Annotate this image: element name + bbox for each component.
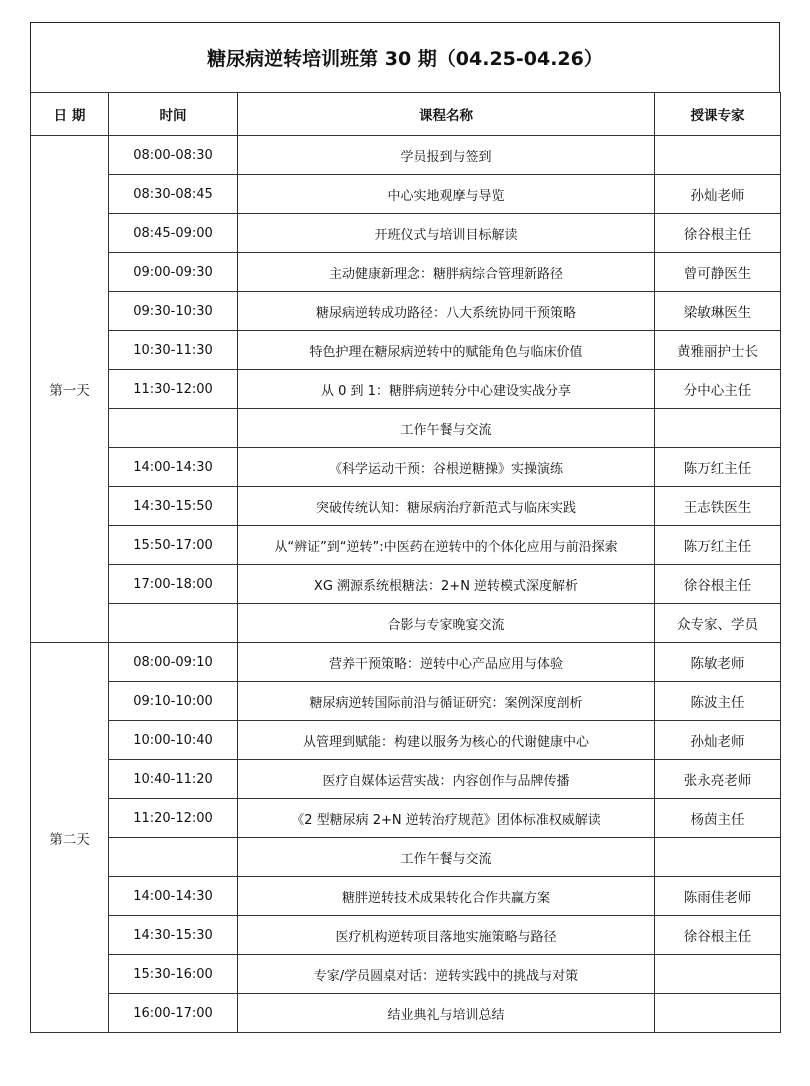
- course-cell: 开班仪式与培训目标解读: [238, 214, 655, 253]
- time-cell: 08:00-09:10: [109, 643, 238, 682]
- time-cell: 08:30-08:45: [109, 175, 238, 214]
- page-title: 糖尿病逆转培训班第 30 期（04.25-04.26）: [30, 22, 780, 92]
- lecturer-cell: 陈万红主任: [655, 448, 781, 487]
- lecturer-cell: 曾可静医生: [655, 253, 781, 292]
- course-cell: 特色护理在糖尿病逆转中的赋能角色与临床价值: [238, 331, 655, 370]
- lecturer-cell: [655, 994, 781, 1033]
- lecturer-cell: [655, 136, 781, 175]
- table-row: [31, 838, 781, 877]
- course-cell: 糖胖逆转技术成果转化合作共赢方案: [238, 877, 655, 916]
- table-row: [31, 799, 781, 838]
- time-cell: 09:10-10:00: [109, 682, 238, 721]
- table-row: [31, 487, 781, 526]
- lecturer-cell: 杨茵主任: [655, 799, 781, 838]
- table-row: [31, 136, 781, 175]
- header-date: 日 期: [31, 93, 109, 136]
- course-cell: 从“辨证”到“逆转”:中医药在逆转中的个体化应用与前沿探索: [238, 526, 655, 565]
- time-cell: 14:00-14:30: [109, 877, 238, 916]
- time-cell: [109, 604, 238, 643]
- time-cell: 14:30-15:30: [109, 916, 238, 955]
- table-row: [31, 526, 781, 565]
- time-cell: 10:30-11:30: [109, 331, 238, 370]
- course-cell: 糖尿病逆转国际前沿与循证研究：案例深度剖析: [238, 682, 655, 721]
- table-row: [31, 214, 781, 253]
- lecturer-cell: 众专家、学员: [655, 604, 781, 643]
- lecturer-cell: 黄雅丽护士长: [655, 331, 781, 370]
- table-row: [31, 409, 781, 448]
- course-cell: 结业典礼与培训总结: [238, 994, 655, 1033]
- header-course: 课程名称: [238, 93, 655, 136]
- lecturer-cell: 梁敏琳医生: [655, 292, 781, 331]
- day-label: 第一天: [31, 136, 109, 643]
- time-cell: 11:30-12:00: [109, 370, 238, 409]
- lecturer-cell: [655, 838, 781, 877]
- course-cell: 中心实地观摩与导览: [238, 175, 655, 214]
- header-lecturer: 授课专家: [655, 93, 781, 136]
- time-cell: 08:45-09:00: [109, 214, 238, 253]
- lecturer-cell: 陈万红主任: [655, 526, 781, 565]
- course-cell: 医疗机构逆转项目落地实施策略与路径: [238, 916, 655, 955]
- table-row: [31, 175, 781, 214]
- table-row: [31, 253, 781, 292]
- table-row: [31, 916, 781, 955]
- time-cell: 15:50-17:00: [109, 526, 238, 565]
- table-row: [31, 643, 781, 682]
- table-row: [31, 682, 781, 721]
- time-cell: [109, 838, 238, 877]
- course-cell: 糖尿病逆转成功路径：八大系统协同干预策略: [238, 292, 655, 331]
- course-cell: 突破传统认知：糖尿病治疗新范式与临床实践: [238, 487, 655, 526]
- time-cell: 08:00-08:30: [109, 136, 238, 175]
- time-cell: 10:40-11:20: [109, 760, 238, 799]
- schedule-page: [30, 22, 780, 1033]
- table-row: [31, 994, 781, 1033]
- lecturer-cell: 徐谷根主任: [655, 214, 781, 253]
- time-cell: [109, 409, 238, 448]
- time-cell: 09:30-10:30: [109, 292, 238, 331]
- time-cell: 11:20-12:00: [109, 799, 238, 838]
- course-cell: 医疗自媒体运营实战：内容创作与品牌传播: [238, 760, 655, 799]
- course-cell: XG 溯源系统根糖法：2+N 逆转模式深度解析: [238, 565, 655, 604]
- course-cell: 《科学运动干预：谷根逆糖操》实操演练: [238, 448, 655, 487]
- course-cell: 工作午餐与交流: [238, 838, 655, 877]
- course-cell: 从管理到赋能：构建以服务为核心的代谢健康中心: [238, 721, 655, 760]
- lecturer-cell: 陈波主任: [655, 682, 781, 721]
- lecturer-cell: 徐谷根主任: [655, 565, 781, 604]
- time-cell: 14:30-15:50: [109, 487, 238, 526]
- table-row: [31, 565, 781, 604]
- table-row: [31, 760, 781, 799]
- lecturer-cell: 徐谷根主任: [655, 916, 781, 955]
- lecturer-cell: 分中心主任: [655, 370, 781, 409]
- table-header-row: [31, 93, 781, 136]
- header-time: 时间: [109, 93, 238, 136]
- course-cell: 合影与专家晚宴交流: [238, 604, 655, 643]
- table-row: [31, 604, 781, 643]
- course-cell: 从 0 到 1：糖胖病逆转分中心建设实战分享: [238, 370, 655, 409]
- lecturer-cell: 张永亮老师: [655, 760, 781, 799]
- time-cell: 17:00-18:00: [109, 565, 238, 604]
- course-cell: 营养干预策略：逆转中心产品应用与体验: [238, 643, 655, 682]
- table-row: [31, 292, 781, 331]
- table-row: [31, 331, 781, 370]
- course-cell: 专家/学员圆桌对话：逆转实践中的挑战与对策: [238, 955, 655, 994]
- lecturer-cell: 陈敏老师: [655, 643, 781, 682]
- table-row: [31, 877, 781, 916]
- course-cell: 学员报到与签到: [238, 136, 655, 175]
- course-cell: 主动健康新理念：糖胖病综合管理新路径: [238, 253, 655, 292]
- course-cell: 工作午餐与交流: [238, 409, 655, 448]
- time-cell: 10:00-10:40: [109, 721, 238, 760]
- table-row: [31, 448, 781, 487]
- schedule-body: [31, 136, 781, 1033]
- lecturer-cell: 孙灿老师: [655, 175, 781, 214]
- lecturer-cell: 陈雨佳老师: [655, 877, 781, 916]
- lecturer-cell: [655, 955, 781, 994]
- time-cell: 09:00-09:30: [109, 253, 238, 292]
- time-cell: 14:00-14:30: [109, 448, 238, 487]
- time-cell: 15:30-16:00: [109, 955, 238, 994]
- schedule-table: [30, 92, 781, 1033]
- table-row: [31, 370, 781, 409]
- table-row: [31, 721, 781, 760]
- course-cell: 《2 型糖尿病 2+N 逆转治疗规范》团体标准权威解读: [238, 799, 655, 838]
- lecturer-cell: 王志铁医生: [655, 487, 781, 526]
- lecturer-cell: 孙灿老师: [655, 721, 781, 760]
- day-label: 第二天: [31, 643, 109, 1033]
- lecturer-cell: [655, 409, 781, 448]
- time-cell: 16:00-17:00: [109, 994, 238, 1033]
- table-row: [31, 955, 781, 994]
